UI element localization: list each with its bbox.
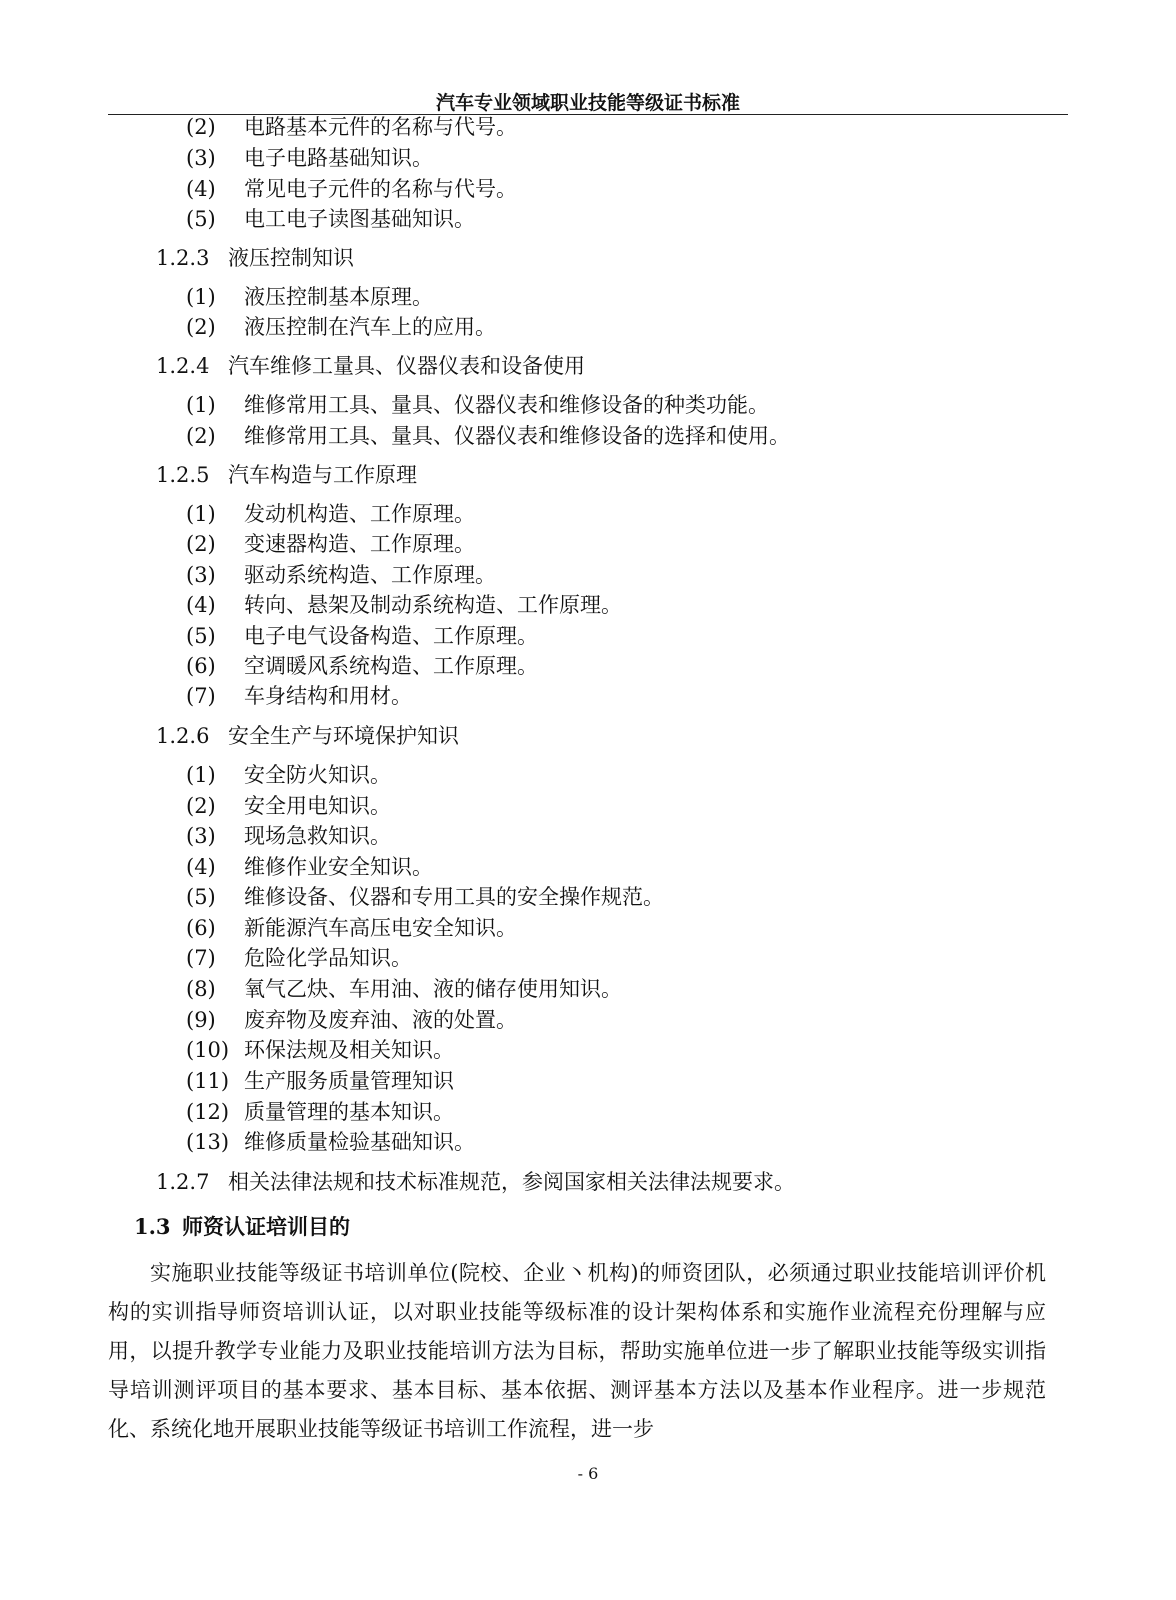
item-text: 生产服务质量管理知识 <box>244 1069 454 1093</box>
item-number: 1.2.5 <box>156 463 210 487</box>
item-text: 液压控制基本原理。 <box>244 285 433 309</box>
item-text: 液压控制知识 <box>228 246 354 270</box>
item-number: (2) <box>186 532 216 556</box>
item-text: 维修常用工具、量具、仪器仪表和维修设备的种类功能。 <box>244 393 769 417</box>
item-text: 维修作业安全知识。 <box>244 855 433 879</box>
item-text: 发动机构造、工作原理。 <box>244 502 475 526</box>
item-number: 1.2.6 <box>156 724 210 748</box>
item-number: 1.2.3 <box>156 246 210 270</box>
item-number: (3) <box>186 146 216 170</box>
item-number: (1) <box>186 285 216 309</box>
item-text: 氧气乙炔、车用油、液的储存使用知识。 <box>244 977 622 1001</box>
item-text: 废弃物及废弃油、液的处置。 <box>244 1008 517 1032</box>
item-text: 电子电气设备构造、工作原理。 <box>244 624 538 648</box>
item-text: 转向、悬架及制动系统构造、工作原理。 <box>244 593 622 617</box>
item-text: 液压控制在汽车上的应用。 <box>244 315 496 339</box>
item-number: (6) <box>186 654 216 678</box>
item-number: (2) <box>186 115 216 139</box>
item-number: (11) <box>186 1069 230 1093</box>
item-text: 电子电路基础知识。 <box>244 146 433 170</box>
item-number: (3) <box>186 824 216 848</box>
item-text: 汽车维修工量具、仪器仪表和设备使用 <box>228 354 585 378</box>
page-number: - 6 <box>577 1464 599 1483</box>
item-text: 新能源汽车高压电安全知识。 <box>244 916 517 940</box>
item-number: (1) <box>186 763 216 787</box>
item-text: 维修常用工具、量具、仪器仪表和维修设备的选择和使用。 <box>244 424 790 448</box>
item-number: (3) <box>186 563 216 587</box>
item-number: (7) <box>186 946 216 970</box>
page-header-title: 汽车专业领域职业技能等级证书标准 <box>435 92 740 114</box>
item-number: (2) <box>186 315 216 339</box>
item-text: 电工电子读图基础知识。 <box>244 207 475 231</box>
section-heading-1-3 <box>134 1214 350 1239</box>
section-number: 1.3 <box>134 1214 171 1239</box>
item-text: 维修质量检验基础知识。 <box>244 1130 475 1154</box>
item-number: (9) <box>186 1008 216 1032</box>
item-number: (1) <box>186 393 216 417</box>
item-number: 1.2.4 <box>156 354 210 378</box>
item-number: (7) <box>186 684 216 708</box>
item-text: 相关法律法规和技术标准规范，参阅国家相关法律法规要求。 <box>228 1170 795 1194</box>
item-text: 安全用电知识。 <box>244 794 391 818</box>
item-text: 环保法规及相关知识。 <box>244 1038 454 1062</box>
item-number: (13) <box>186 1130 230 1154</box>
item-number: (10) <box>186 1038 230 1062</box>
item-text: 常见电子元件的名称与代号。 <box>244 177 517 201</box>
item-text: 车身结构和用材。 <box>244 684 412 708</box>
item-text: 危险化学品知识。 <box>244 946 412 970</box>
item-text: 安全生产与环境保护知识 <box>228 724 459 748</box>
item-number: (6) <box>186 916 216 940</box>
item-number: (5) <box>186 885 216 909</box>
item-text: 现场急救知识。 <box>244 824 391 848</box>
item-number: (1) <box>186 502 216 526</box>
item-number: (5) <box>186 624 216 648</box>
item-text: 驱动系统构造、工作原理。 <box>244 563 496 587</box>
item-text: 质量管理的基本知识。 <box>244 1100 454 1124</box>
item-text: 空调暖风系统构造、工作原理。 <box>244 654 538 678</box>
item-text: 变速器构造、工作原理。 <box>244 532 475 556</box>
item-text: 安全防火知识。 <box>244 763 391 787</box>
item-number: (5) <box>186 207 216 231</box>
item-number: (2) <box>186 794 216 818</box>
item-number: (4) <box>186 177 216 201</box>
item-number: (4) <box>186 855 216 879</box>
item-number: (2) <box>186 424 216 448</box>
section-title: 师资认证培训目的 <box>182 1214 350 1239</box>
item-text: 电路基本元件的名称与代号。 <box>244 115 517 139</box>
item-text: 汽车构造与工作原理 <box>228 463 417 487</box>
item-number: (4) <box>186 593 216 617</box>
item-text: 维修设备、仪器和专用工具的安全操作规范。 <box>244 885 664 909</box>
item-number: (8) <box>186 977 216 1001</box>
item-number: (12) <box>186 1100 230 1124</box>
item-number: 1.2.7 <box>156 1170 210 1194</box>
body-paragraph: 实施职业技能等级证书培训单位(院校、企业丶机构)的师资团队，必须通过职业技能培训评价机构的实训指导师资培训认证，以对职业技能等级标准的设计架构体系和实施作业流程充份理解与应用，以提升教学专业能力及职业技能培训方法为目标，帮助实施单位进一步了解职业技能等级实训指导培训测评项目的基本要求、基本目标、基本依据、测评基本方法以及基本作业程序。进一步规范化、系统化地开展职业技能等级证书培训工作流程，进一步 <box>108 1261 1046 1441</box>
